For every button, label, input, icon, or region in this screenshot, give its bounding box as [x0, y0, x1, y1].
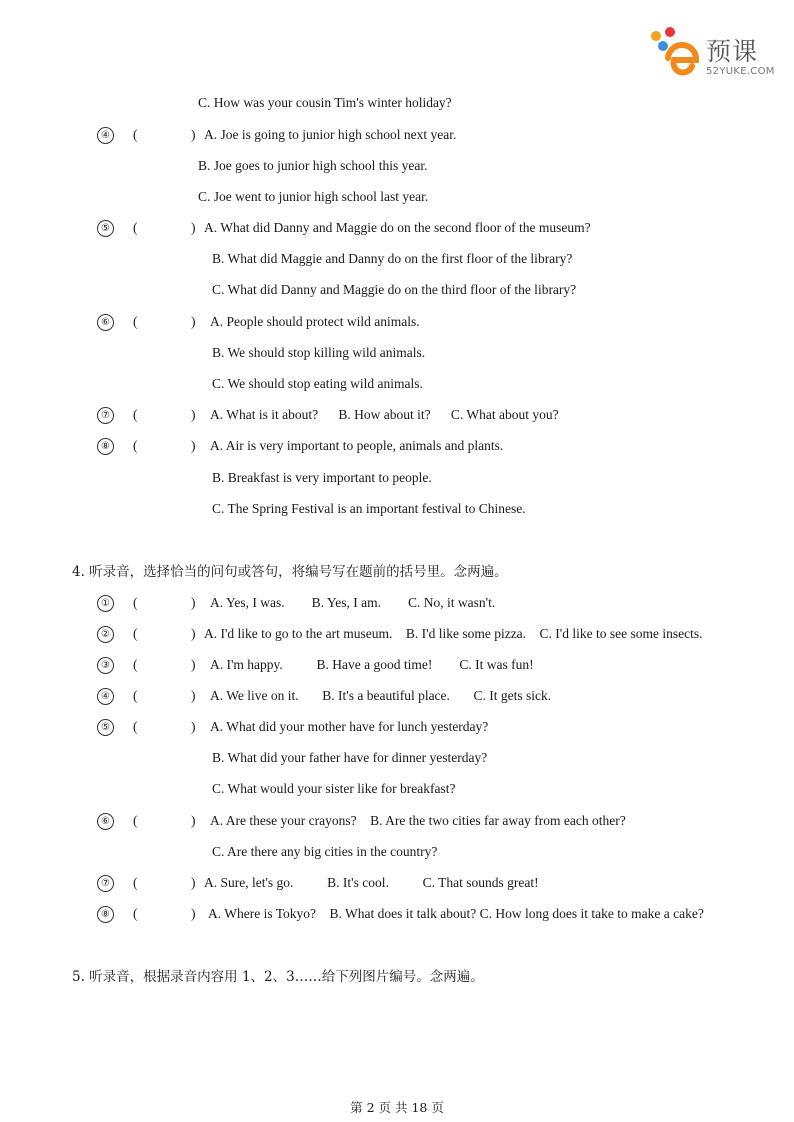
question-number: ⑤: [97, 719, 114, 736]
answer-bracket-close: ): [191, 595, 196, 610]
option-line: C. What did Danny and Maggie do on the third floor of the library?: [212, 282, 577, 297]
option-line: A. What is it about? B. How about it? C. What about you?: [210, 407, 559, 422]
question-number: ⑥: [97, 314, 114, 331]
option-line: C. Joe went to junior high school last year.: [198, 189, 429, 204]
option-line: C. What would your sister like for breakfast?: [212, 781, 456, 796]
option-line: B. What did Maggie and Danny do on the first floor of the library?: [212, 251, 573, 266]
question-number: ③: [97, 657, 114, 674]
question-number: ④: [97, 688, 114, 705]
option-line: B. Joe goes to junior high school this year.: [198, 158, 428, 173]
answer-bracket-close: ): [191, 314, 196, 329]
option-line: A. Joe is going to junior high school next year.: [204, 127, 457, 142]
question-number: ⑦: [97, 407, 114, 424]
option-line: A. Sure, let's go. B. It's cool. C. That sounds great!: [204, 875, 539, 890]
answer-bracket-close: ): [191, 127, 196, 142]
question-number: ⑥: [97, 813, 114, 830]
option-line: C. How was your cousin Tim's winter holiday?: [198, 95, 452, 110]
section-5-title: 5. 听录音，根据录音内容用 1、2、3……给下列图片编号。念两遍。: [72, 969, 484, 985]
question-number: ⑧: [97, 438, 114, 455]
answer-bracket-open: (: [133, 657, 138, 672]
answer-bracket-open: (: [133, 688, 138, 703]
yuke-logo: [648, 26, 778, 82]
option-line: A. We live on it. B. It's a beautiful place. C. It gets sick.: [210, 688, 552, 703]
answer-bracket-open: (: [133, 127, 138, 142]
option-line: A. People should protect wild animals.: [210, 314, 420, 329]
option-line: C. We should stop eating wild animals.: [212, 376, 423, 391]
answer-bracket-open: (: [133, 220, 138, 235]
page-footer: 第 2 页 共 18 页: [350, 1100, 444, 1115]
logo-brand-text: 预课: [706, 37, 759, 66]
answer-bracket-close: ): [191, 719, 196, 734]
answer-bracket-close: ): [191, 813, 196, 828]
question-number: ④: [97, 127, 114, 144]
answer-bracket-close: ): [191, 438, 196, 453]
answer-bracket-close: ): [191, 875, 196, 890]
answer-bracket-close: ): [191, 407, 196, 422]
answer-bracket-close: ): [191, 906, 196, 921]
question-number: ①: [97, 595, 114, 612]
option-line: A. Air is very important to people, animals and plants.: [210, 438, 504, 453]
question-number: ⑦: [97, 875, 114, 892]
answer-bracket-open: (: [133, 314, 138, 329]
logo-site-text: 52YUKE.COM: [706, 66, 775, 77]
option-line: C. Are there any big cities in the country?: [212, 844, 438, 859]
option-line: A. What did Danny and Maggie do on the second floor of the museum?: [204, 220, 591, 235]
answer-bracket-open: (: [133, 719, 138, 734]
question-number: ⑧: [97, 906, 114, 923]
answer-bracket-open: (: [133, 407, 138, 422]
option-line: A. I'm happy. B. Have a good time! C. It was fun!: [210, 657, 534, 672]
option-line: B. What did your father have for dinner yesterday?: [212, 750, 488, 765]
answer-bracket-open: (: [133, 438, 138, 453]
answer-bracket-close: ): [191, 626, 196, 641]
option-line: A. Yes, I was. B. Yes, I am. C. No, it wasn't.: [210, 595, 496, 610]
option-line: A. What did your mother have for lunch yesterday?: [210, 719, 489, 734]
option-line: A. Are these your crayons? B. Are the two cities far away from each other?: [210, 813, 626, 828]
answer-bracket-open: (: [133, 875, 138, 890]
answer-bracket-close: ): [191, 688, 196, 703]
option-line: B. We should stop killing wild animals.: [212, 345, 426, 360]
answer-bracket-open: (: [133, 626, 138, 641]
answer-bracket-open: (: [133, 595, 138, 610]
section-4-title: 4. 听录音，选择恰当的问句或答句，将编号写在题前的括号里。念两遍。: [72, 564, 508, 580]
option-line: C. The Spring Festival is an important festival to Chinese.: [212, 501, 526, 516]
answer-bracket-close: ): [191, 220, 196, 235]
answer-bracket-open: (: [133, 906, 138, 921]
logo-mark-icon: [648, 26, 706, 76]
question-number: ⑤: [97, 220, 114, 237]
option-line: B. Breakfast is very important to people.: [212, 470, 432, 485]
question-number: ②: [97, 626, 114, 643]
option-line: A. I'd like to go to the art museum. B. I'd like some pizza. C. I'd like to see some insects.: [204, 626, 703, 641]
answer-bracket-open: (: [133, 813, 138, 828]
option-line: A. Where is Tokyo? B. What does it talk about? C. How long does it take to make a cake?: [208, 906, 704, 921]
answer-bracket-close: ): [191, 657, 196, 672]
